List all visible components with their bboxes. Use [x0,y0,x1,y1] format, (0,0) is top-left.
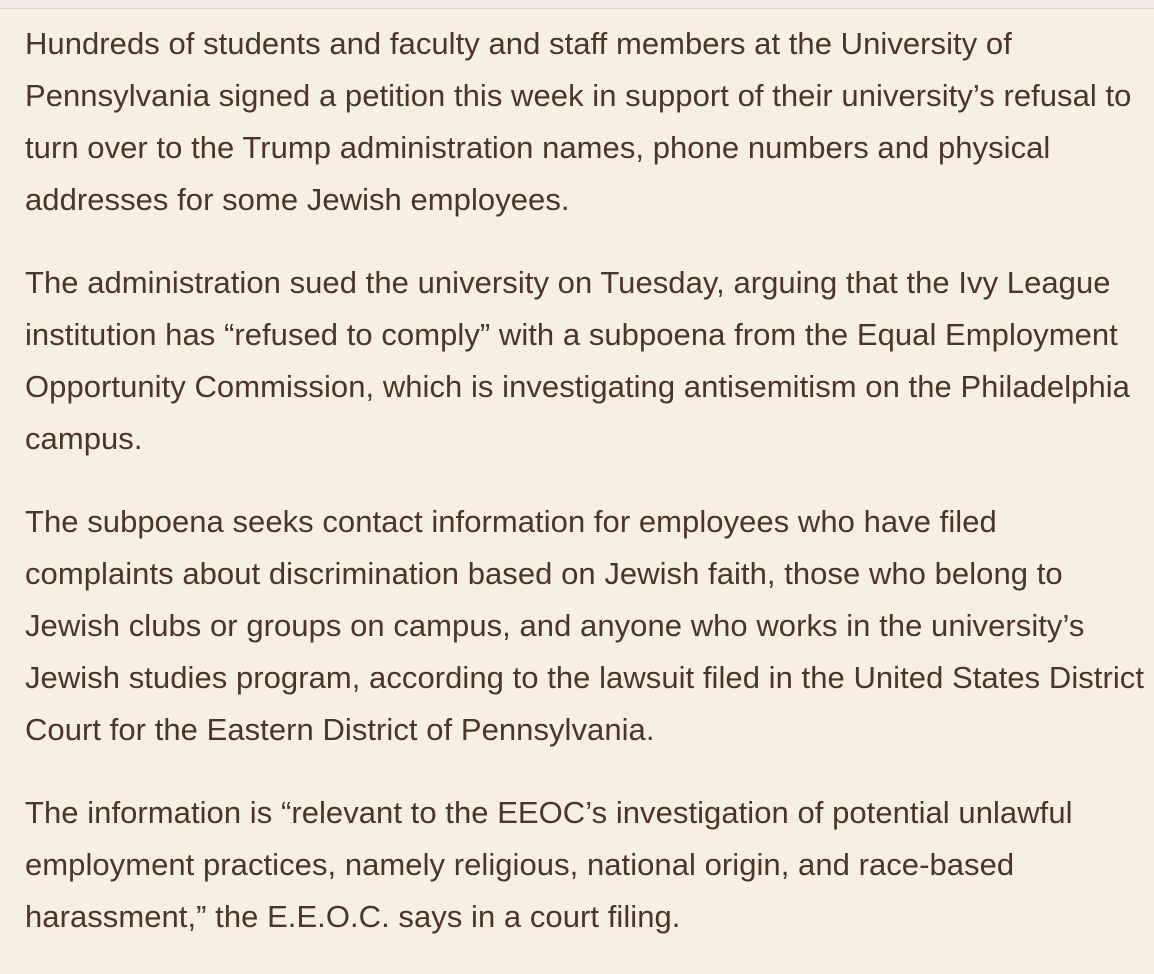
article-paragraph-3: The subpoena seeks contact information for employees who have filed complaints about discrimination based on Jewish faith, those who belong to Jewish clubs or groups on campus, and anyone who works in the university’s Jewish studies program, according to the lawsuit filed in the United States District Court for the Eastern District of Pennsylvania. [25,504,1144,747]
article-body [25,18,1150,974]
top-divider [0,0,1154,9]
article-paragraph-1: Hundreds of students and faculty and staff members at the University of Pennsylvania signed a petition this week in support of their university’s refusal to turn over to the Trump administration names, phone numbers and physical addresses for some Jewish employees. [25,26,1132,217]
article-paragraph-4: The information is “relevant to the EEOC’s investigation of potential unlawful employment practices, namely religious, national origin, and race-based harassment,” the E.E.O.C. says in a court filing. [25,795,1073,934]
article-paragraph-2: The administration sued the university on Tuesday, arguing that the Ivy League institution has “refused to comply” with a subpoena from the Equal Employment Opportunity Commission, which is investigating antisemitism on the Philadelphia campus. [25,265,1130,456]
